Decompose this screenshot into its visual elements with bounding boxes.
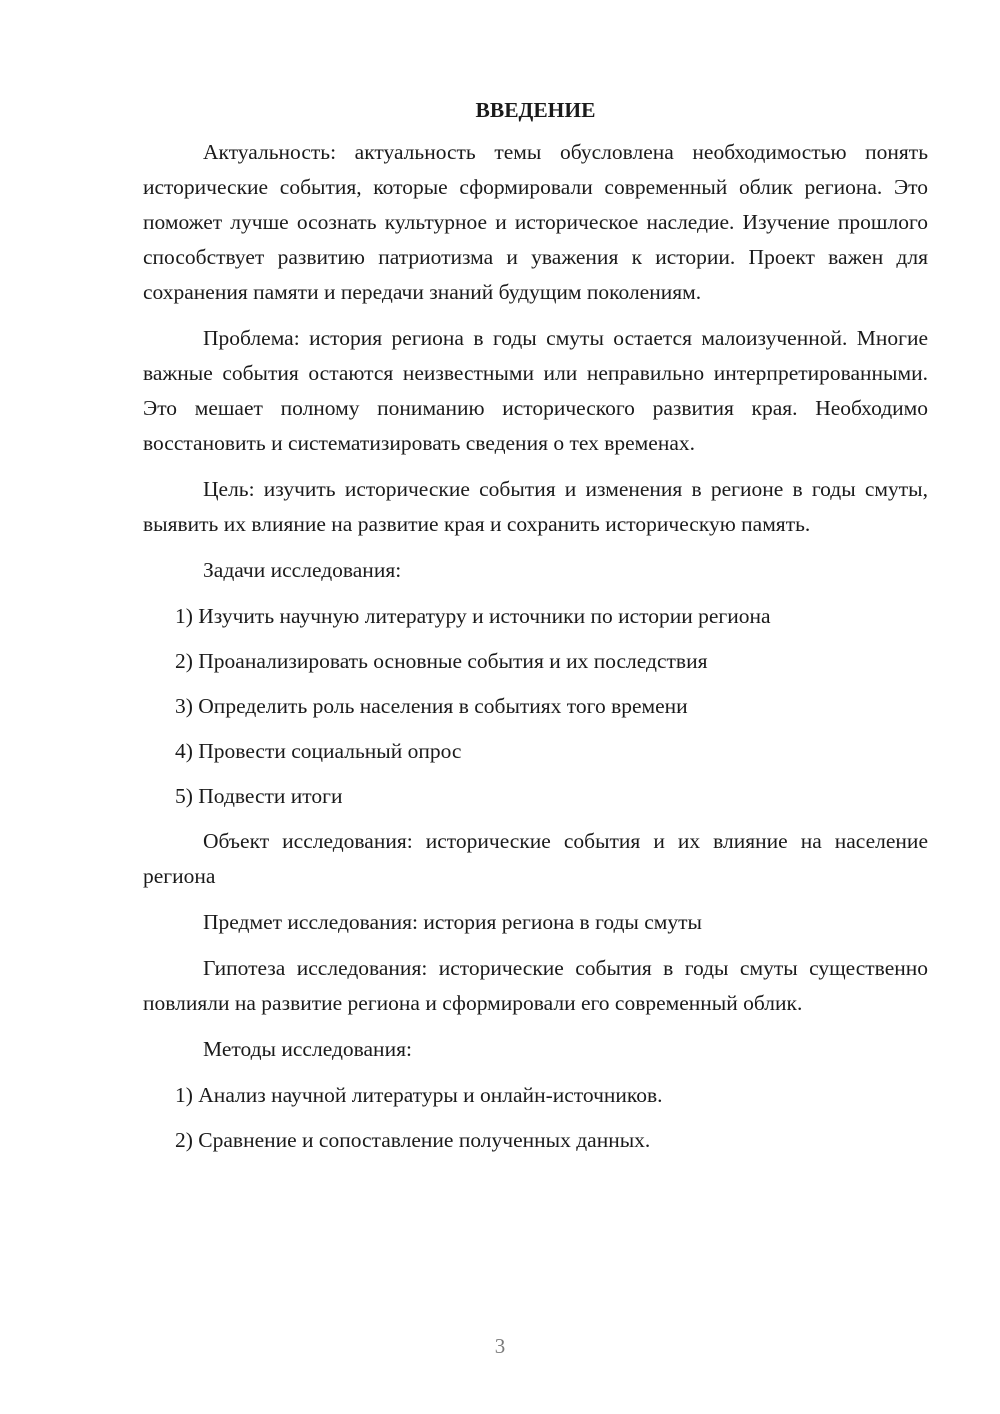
object-paragraph: Объект исследования: исторические события и их влияние на население региона xyxy=(143,829,928,888)
problem-paragraph: Проблема: история региона в годы смуты остается малоизученной. Многие важные события остаются неизвестными или неправильно интерпретированными. Это мешает полному пониманию исторического развития края. Необходимо восстановить и систематизировать сведения о тех временах. xyxy=(143,326,928,455)
list-item: 5) Подвести итоги xyxy=(175,784,343,808)
list-item: 1) Изучить научную литературу и источники по истории региона xyxy=(175,604,771,628)
list-item: 1) Анализ научной литературы и онлайн-источников. xyxy=(175,1083,663,1107)
list-item: 2) Проанализировать основные события и их последствия xyxy=(175,649,708,673)
subject-paragraph: Предмет исследования: история региона в годы смуты xyxy=(203,910,702,934)
document-page xyxy=(143,95,928,1168)
page-number: 3 xyxy=(494,1334,506,1358)
tasks-heading: Задачи исследования: xyxy=(203,558,402,582)
methods-list xyxy=(143,1078,928,1158)
list-item: 2) Сравнение и сопоставление полученных данных. xyxy=(175,1128,651,1152)
goal-paragraph: Цель: изучить исторические события и изменения в регионе в годы смуты, выявить их влияние на развитие края и сохранить историческую память. xyxy=(143,477,928,536)
methods-heading: Методы исследования: xyxy=(203,1037,412,1061)
hypothesis-paragraph: Гипотеза исследования: исторические события в годы смуты существенно повлияли на развитие региона и сформировали его современный облик. xyxy=(143,956,928,1015)
list-item: 4) Провести социальный опрос xyxy=(175,739,462,763)
list-item: 3) Определить роль населения в событиях того времени xyxy=(175,694,688,718)
tasks-list xyxy=(143,599,928,814)
page-title: ВВЕДЕНИЕ xyxy=(475,98,596,122)
relevance-paragraph: Актуальность: актуальность темы обусловлена необходимостью понять исторические события, которые сформировали современный облик региона. Это поможет лучше осознать культурное и историческое наследие. Изучение прошлого способствует развитию патриотизма и уважения к истории. Проект важен для сохранения памяти и передачи знаний будущим поколениям. xyxy=(143,140,928,304)
